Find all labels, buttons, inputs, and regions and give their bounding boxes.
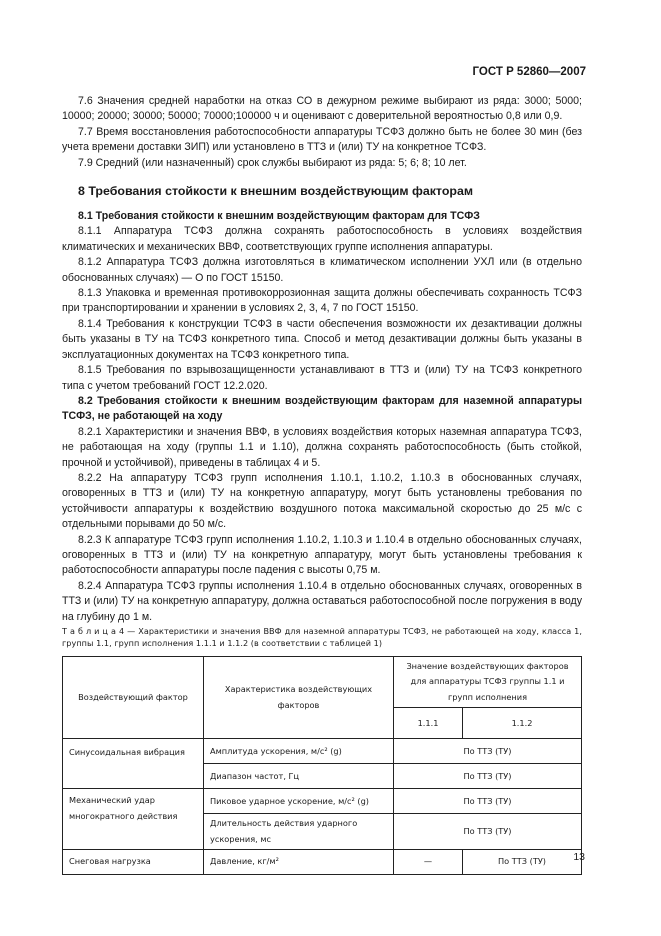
paragraph-7-7: 7.7 Время восстановления работоспособности аппаратуры ТСФЗ должно быть не более 30 мин (без учета времени доставки ЗИП) или установлено в ТТЗ и (или) ТУ на конкретное ТСФЗ.	[62, 125, 582, 154]
paragraph-8-1-5: 8.1.5 Требования по взрывозащищенности устанавливают в ТТЗ и (или) ТУ на ТСФЗ конкретного типа с учетом требований ГОСТ 12.2.020.	[62, 364, 582, 392]
subsection-8-1-title: 8.1 Требования стойкости к внешним воздействующим факторам для ТСФЗ	[78, 210, 480, 223]
subsection-8-2-title: 8.2 Требования стойкости к внешним воздействующим факторам для наземной аппаратуры ТСФЗ, не работающей на ходу	[62, 394, 582, 423]
header-values: Значение воздействующих факторов для аппаратуры ТСФЗ группы 1.1 и групп исполнения	[394, 657, 582, 708]
characteristic-cell: Давление, кг/м²	[204, 850, 394, 875]
value-cell: По ТТЗ (ТУ)	[394, 739, 582, 764]
factor-cell: Снеговая нагрузка	[63, 850, 204, 875]
characteristic-cell: Длительность действия ударного ускорения, мс	[204, 814, 394, 850]
paragraph-8-1-1: 8.1.1 Аппаратура ТСФЗ должна сохранять работоспособность в условиях воздействия климатических и механических ВВФ, соответствующих группе исполнения аппаратуры.	[62, 225, 582, 253]
table-4	[62, 656, 582, 875]
paragraph-8-1-2: 8.1.2 Аппаратура ТСФЗ должна изготовляться в климатическом исполнении УХЛ или (в отдельно обоснованных случаях) — О по ГОСТ 15150.	[62, 256, 582, 284]
factor-cell: Механический удар многократного действия	[63, 789, 204, 850]
table-row	[63, 739, 582, 764]
paragraph-7-9: 7.9 Средний (или назначенный) срок службы выбирают из ряда: 5; 6; 8; 10 лет.	[78, 156, 467, 169]
characteristic-cell: Диапазон частот, Гц	[204, 764, 394, 789]
header-group-1-1-2: 1.1.2	[463, 708, 582, 739]
header-group-1-1-1: 1.1.1	[394, 708, 463, 739]
document-header: ГОСТ Р 52860—2007	[472, 66, 586, 78]
value-cell: По ТТЗ (ТУ)	[394, 789, 582, 814]
section-8-title: 8 Требования стойкости к внешним воздействующим факторам	[78, 184, 474, 199]
table-header-row	[63, 657, 582, 708]
value-cell: По ТТЗ (ТУ)	[463, 850, 582, 875]
characteristic-cell: Пиковое ударное ускорение, м/с² (g)	[204, 789, 394, 814]
paragraph-7-6: 7.6 Значения средней наработки на отказ СО в дежурном режиме выбирают из ряда: 3000; 5000; 10000; 20000; 30000; 50000; 70000;100000 ч и оценивают с доверительной вероятностью 0,8 или 0,9.	[62, 95, 582, 123]
paragraph-8-2-3: 8.2.3 К аппаратуре ТСФЗ групп исполнения 1.10.2, 1.10.3 и 1.10.4 в отдельно обоснованных случаях, оговоренных в ТТЗ и (или) ТУ на конкретную аппаратуру, могут быть установлены требования к работоспособности аппаратуры после падения с высоты 0,75 м.	[62, 533, 582, 577]
paragraph-8-2-1: 8.2.1 Характеристики и значения ВВФ, в условиях воздействия которых наземная аппаратура ТСФЗ, не работающая на ходу (группы 1.1 и 1.10), должна сохранять работоспособность (быть стойкой, прочной и устойчивой), приведены в таблицах 4 и 5.	[62, 425, 582, 469]
paragraph-8-2-4: 8.2.4 Аппаратура ТСФЗ группы исполнения 1.10.4 в отдельно обоснованных случаях, оговоренных в ТТЗ и (или) ТУ на конкретную аппаратуру, должна оставаться работоспособной после погружения в воду на глубину до 1 м.	[62, 579, 582, 623]
paragraph-8-2-2: 8.2.2 На аппаратуру ТСФЗ групп исполнения 1.10.1, 1.10.2, 1.10.3 в обоснованных случаях, оговоренных в ТТЗ и (или) ТУ на конкретную аппаратуру, могут быть установлены требования по устойчивости аппаратуры к воздействию воздушного потока максимальной скоростью до 25 м/с с отдельными порывами до 50 м/с.	[62, 471, 582, 531]
header-factor: Воздействующий фактор	[63, 657, 204, 739]
value-cell: По ТТЗ (ТУ)	[394, 814, 582, 850]
table-row	[63, 789, 582, 814]
header-characteristic: Характеристика воздействующих факторов	[204, 657, 394, 739]
table-row	[63, 850, 582, 875]
characteristic-cell: Амплитуда ускорения, м/с² (g)	[204, 739, 394, 764]
table-caption: Т а б л и ц а 4 — Характеристики и значения ВВФ для наземной аппаратуры ТСФЗ, не работающей на ходу, класса 1, группы 1.1, групп исполнения 1.1.1 и 1.1.2 (в соответствии с таблицей 1)	[62, 626, 582, 648]
factor-cell: Синусоидальная вибрация	[63, 739, 204, 789]
paragraph-8-1-4: 8.1.4 Требования к конструкции ТСФЗ в части обеспечения возможности их дезактивации должны быть указаны в ТУ на ТСФЗ конкретного типа. Способ и метод дезактивации должны быть указаны в эксплуатационных документах на ТСФЗ конкретного типа.	[62, 317, 582, 361]
paragraph-8-1-3: 8.1.3 Упаковка и временная противокоррозионная защита должны обеспечивать сохранность ТСФЗ при транспортировании и хранении в условиях 2, 3, 4, 7 по ГОСТ 15150.	[62, 287, 582, 315]
value-cell: —	[394, 850, 463, 875]
value-cell: По ТТЗ (ТУ)	[394, 764, 582, 789]
page-content	[62, 94, 582, 875]
page-number: 13	[573, 851, 585, 863]
